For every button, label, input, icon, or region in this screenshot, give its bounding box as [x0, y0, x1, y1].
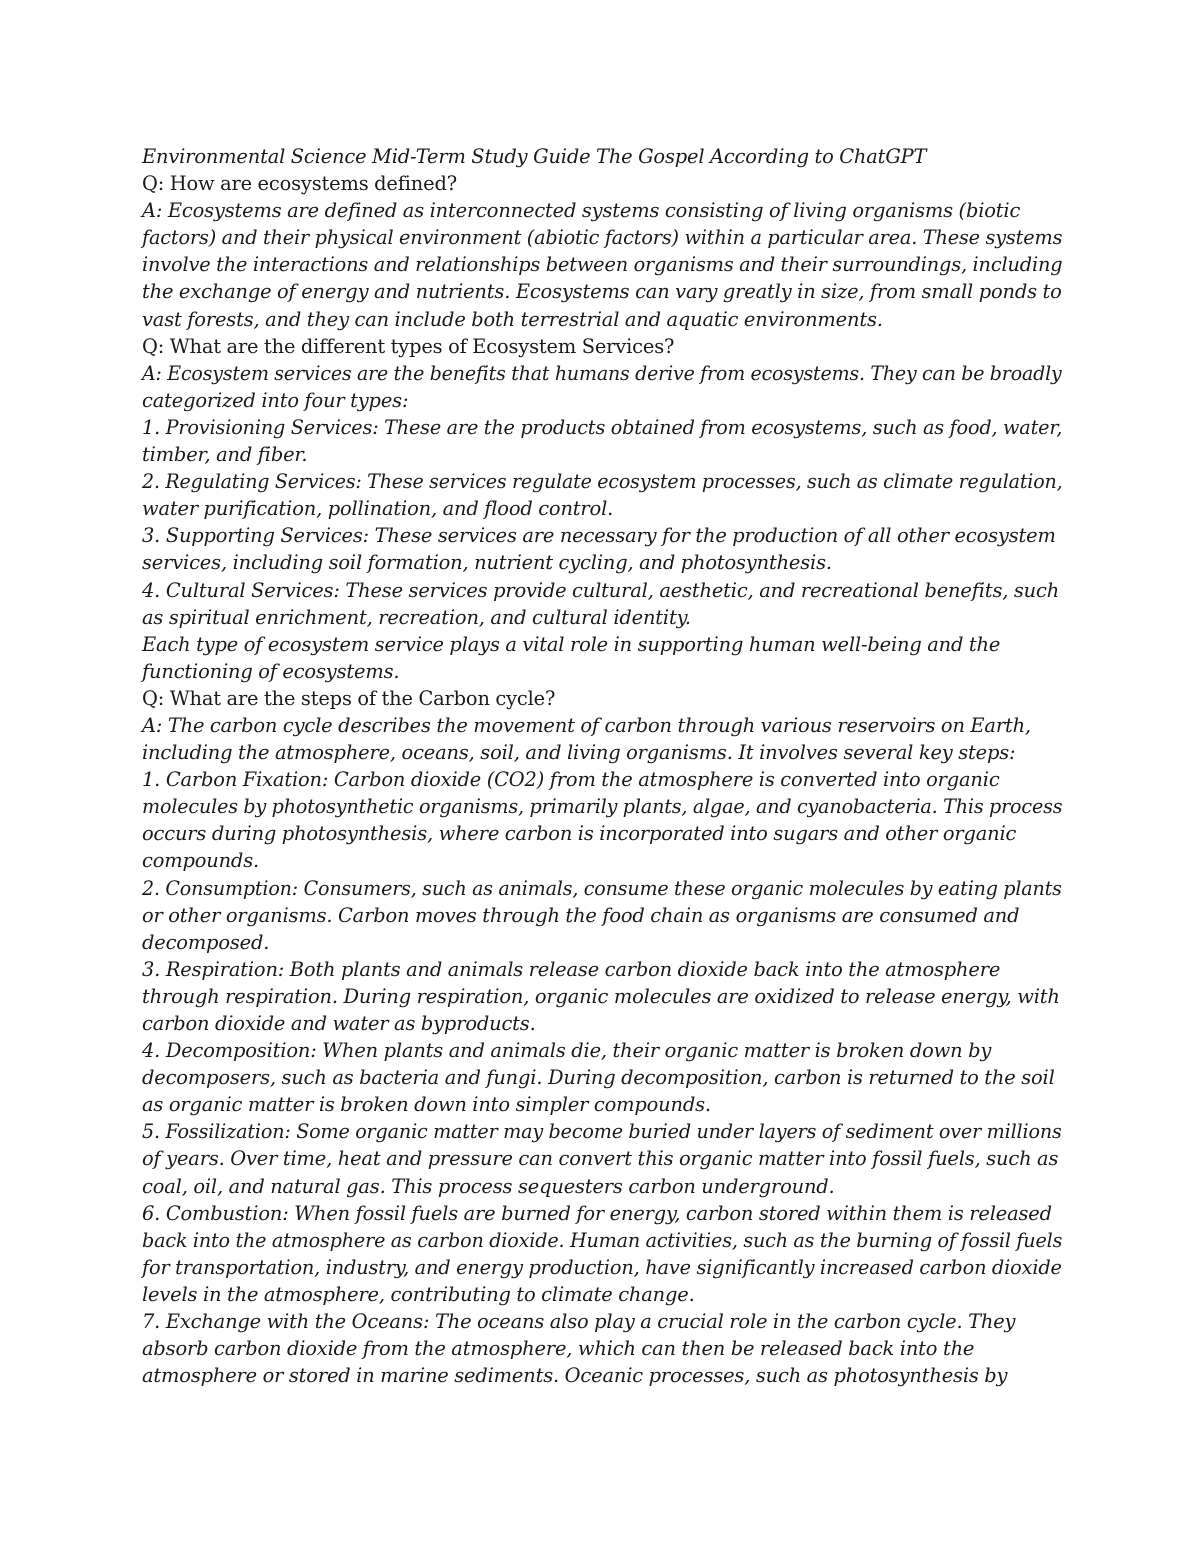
answer-line: of years. Over time, heat and pressure can convert this organic matter into fossil fuels, such as: [142, 1147, 1059, 1171]
answer-line: levels in the atmosphere, contributing to climate change.: [142, 1282, 695, 1306]
answer-line: back into the atmosphere as carbon dioxide. Human activities, such as the burning of fossil fuels: [142, 1228, 1063, 1252]
answer-line: involve the interactions and relationships between organisms and their surroundings, including: [142, 253, 1063, 277]
answer-line: A: The carbon cycle describes the movement of carbon through various reservoirs on Earth,: [142, 713, 1031, 737]
answer-line: molecules by photosynthetic organisms, primarily plants, algae, and cyanobacteria. This process: [142, 795, 1063, 819]
answer-line: as spiritual enrichment, recreation, and cultural identity.: [142, 605, 691, 629]
answer-line: absorb carbon dioxide from the atmosphere, which can then be released back into the: [142, 1337, 975, 1361]
answer-line: A: Ecosystems are defined as interconnected systems consisting of living organisms (biotic: [142, 199, 1021, 223]
answer-line: 3. Supporting Services: These services are necessary for the production of all other ecosystem: [142, 524, 1056, 548]
answer-line: functioning of ecosystems.: [142, 659, 400, 683]
answer-line: 1. Carbon Fixation: Carbon dioxide (CO2) from the atmosphere is converted into organic: [142, 768, 1000, 792]
question-line: Q: How are ecosystems defined?: [142, 172, 457, 196]
answer-line: timber, and fiber.: [142, 443, 308, 467]
answer-line: services, including soil formation, nutrient cycling, and photosynthesis.: [142, 551, 832, 575]
answer-line: factors) and their physical environment (abiotic factors) within a particular area. These systems: [142, 226, 1063, 250]
answer-line: occurs during photosynthesis, where carbon is incorporated into sugars and other organic: [142, 822, 1017, 846]
answer-line: coal, oil, and natural gas. This process sequesters carbon underground.: [142, 1174, 835, 1198]
answer-line: 6. Combustion: When fossil fuels are burned for energy, carbon stored within them is released: [142, 1201, 1052, 1225]
answer-line: through respiration. During respiration, organic molecules are oxidized to release energy, with: [142, 984, 1060, 1008]
answer-line: for transportation, industry, and energy production, have significantly increased carbon dioxide: [142, 1255, 1062, 1279]
answer-line: 3. Respiration: Both plants and animals release carbon dioxide back into the atmosphere: [142, 957, 1001, 981]
question-line: Q: What are the different types of Ecosystem Services?: [142, 334, 675, 358]
document-title: Environmental Science Mid-Term Study Guide The Gospel According to ChatGPT: [142, 145, 927, 168]
answer-line: 5. Fossilization: Some organic matter may become buried under layers of sediment over millions: [142, 1120, 1062, 1144]
answer-line: water purification, pollination, and flood control.: [142, 497, 614, 521]
answer-line: A: Ecosystem services are the benefits that humans derive from ecosystems. They can be broadly: [142, 361, 1062, 385]
answer-line: decomposed.: [142, 930, 270, 954]
document-body: [142, 143, 1062, 1389]
answer-line: 4. Decomposition: When plants and animals die, their organic matter is broken down by: [142, 1039, 992, 1063]
answer-line: decomposers, such as bacteria and fungi. During decomposition, carbon is returned to the soil: [142, 1066, 1055, 1090]
answer-line: 2. Consumption: Consumers, such as animals, consume these organic molecules by eating plants: [142, 876, 1062, 900]
answer-line: atmosphere or stored in marine sediments. Oceanic processes, such as photosynthesis by: [142, 1364, 1008, 1388]
answer-line: carbon dioxide and water as byproducts.: [142, 1012, 536, 1035]
answer-line: 7. Exchange with the Oceans: The oceans also play a crucial role in the carbon cycle. They: [142, 1310, 1016, 1334]
answer-line: compounds.: [142, 849, 260, 873]
answer-line: the exchange of energy and nutrients. Ecosystems can vary greatly in size, from small ponds to: [142, 280, 1062, 304]
answer-line: as organic matter is broken down into simpler compounds.: [142, 1093, 711, 1117]
answer-line: categorized into four types:: [142, 388, 409, 412]
answer-line: vast forests, and they can include both terrestrial and aquatic environments.: [142, 307, 883, 331]
answer-line: 1. Provisioning Services: These are the products obtained from ecosystems, such as food, water,: [142, 415, 1063, 439]
answer-line: Each type of ecosystem service plays a vital role in supporting human well-being and the: [142, 632, 1001, 656]
answer-line: 2. Regulating Services: These services regulate ecosystem processes, such as climate regulation,: [142, 470, 1063, 494]
answer-line: including the atmosphere, oceans, soil, and living organisms. It involves several key steps:: [142, 741, 1016, 765]
answer-line: 4. Cultural Services: These services provide cultural, aesthetic, and recreational benefits, such: [142, 578, 1060, 602]
question-line: Q: What are the steps of the Carbon cycle?: [142, 686, 556, 710]
answer-line: or other organisms. Carbon moves through the food chain as organisms are consumed and: [142, 903, 1020, 927]
